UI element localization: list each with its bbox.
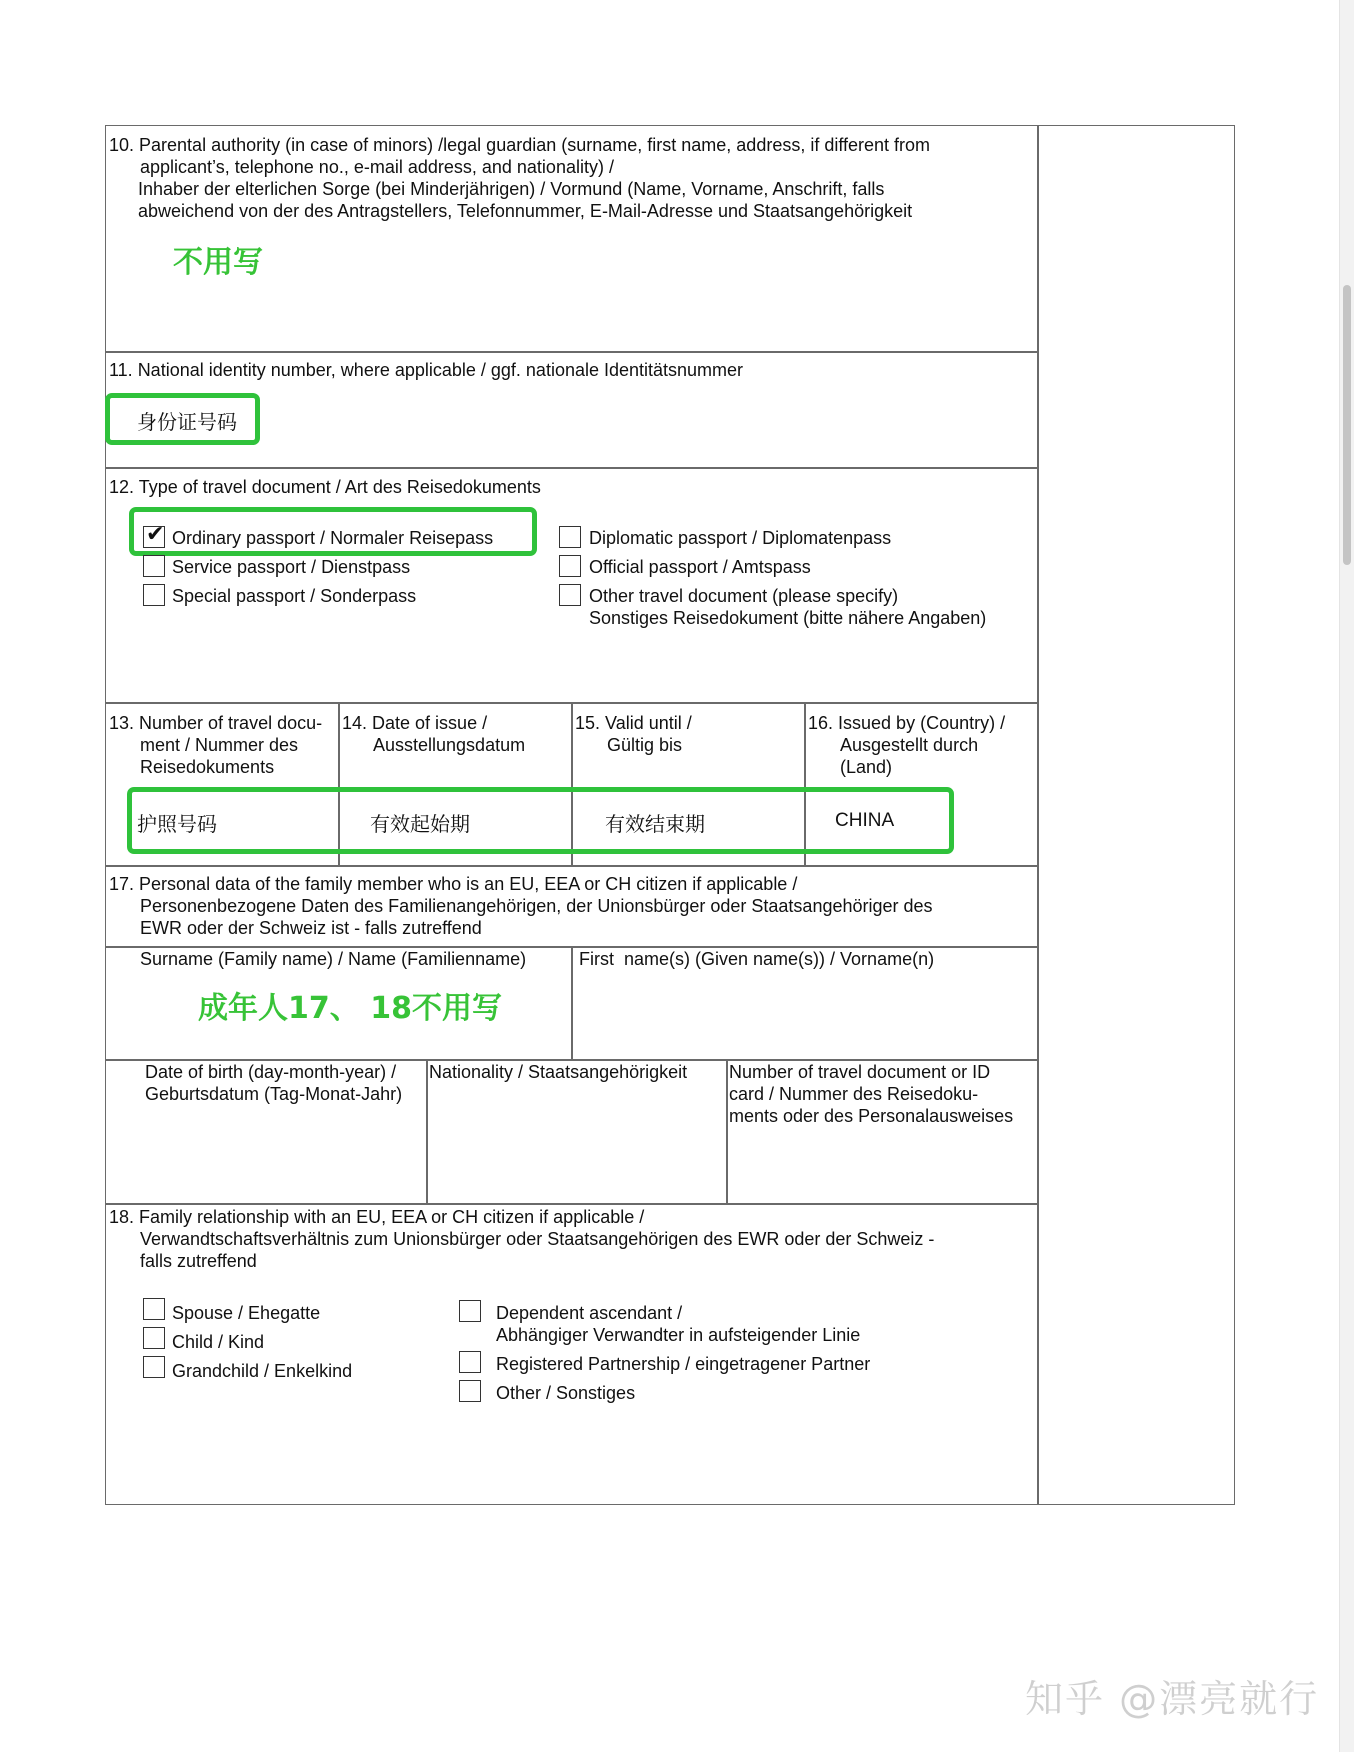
col-divider-nat-num [726, 1059, 728, 1203]
s12-label: 12. Type of travel document / Art des Reisedokuments [109, 477, 541, 497]
s17-annotation: 成年人17、 18不用写 [198, 991, 502, 1026]
s14-value[interactable]: 有效起始期 [370, 812, 470, 836]
scrollbar-thumb[interactable] [1343, 285, 1351, 565]
s10-label-line1: 10. Parental authority (in case of minors) /legal guardian (surname, first name, address, if different from [109, 135, 931, 155]
s17-dob-label-2: Geburtsdatum (Tag-Monat-Jahr) [145, 1084, 403, 1104]
s18-label-1: 18. Family relationship with an EU, EEA or CH citizen if applicable / [109, 1207, 645, 1227]
s11-label: 11. National identity number, where applicable / ggf. nationale Identitätsnummer [109, 360, 744, 380]
checkmark-icon: ✔ [146, 522, 165, 547]
s18-label-3: falls zutreffend [140, 1251, 257, 1271]
s17-docnum-label-2: card / Nummer des Reisedoku- [729, 1084, 979, 1104]
s16-label-3: (Land) [840, 757, 893, 777]
s17-docnum-label-3: ments oder des Personalausweises [729, 1106, 1014, 1126]
s13-value[interactable]: 护照号码 [137, 812, 217, 836]
child-checkbox[interactable] [143, 1327, 165, 1349]
s17-label-1: 17. Personal data of the family member who is an EU, EEA or CH citizen if applicable / [109, 874, 798, 894]
service-passport-label: Service passport / Dienstpass [172, 557, 411, 577]
row-divider-18 [105, 1203, 1038, 1205]
s16-label-1: 16. Issued by (Country) / [808, 713, 1006, 733]
row-divider-12 [105, 467, 1038, 469]
s15-label-2: Gültig bis [607, 735, 683, 755]
s13-16-highlight-box [127, 787, 954, 854]
s10-label-line3: Inhaber der elterlichen Sorge (bei Minderjährigen) / Vormund (Name, Vorname, Anschrift, falls [138, 179, 885, 199]
child-label: Child / Kind [172, 1332, 265, 1352]
s14-label-2: Ausstellungsdatum [373, 735, 526, 755]
other-relationship-label: Other / Sonstiges [496, 1383, 636, 1403]
grandchild-label: Grandchild / Enkelkind [172, 1361, 353, 1381]
s15-value[interactable]: 有效结束期 [605, 812, 705, 836]
s16-label-2: Ausgestellt durch [840, 735, 979, 755]
other-document-label-2: Sonstiges Reisedokument (bitte nähere Angaben) [589, 608, 987, 628]
s17-docnum-label-1: Number of travel document or ID [729, 1062, 991, 1082]
s10-annotation: 不用写 [173, 245, 263, 280]
s17-dob-label-1: Date of birth (day-month-year) / [145, 1062, 397, 1082]
s13-label-1: 13. Number of travel docu- [109, 713, 323, 733]
s17-first-name-label: First name(s) (Given name(s)) / Vorname(n) [579, 949, 935, 969]
s13-label-3: Reisedokuments [140, 757, 275, 777]
other-relationship-checkbox[interactable] [459, 1380, 481, 1402]
diplomatic-passport-label: Diplomatic passport / Diplomatenpass [589, 528, 892, 548]
watermark: 知乎 @漂亮就行 [1025, 1677, 1320, 1721]
registered-partnership-checkbox[interactable] [459, 1351, 481, 1373]
other-document-label-1: Other travel document (please specify) [589, 586, 899, 606]
grandchild-checkbox[interactable] [143, 1356, 165, 1378]
official-passport-checkbox[interactable] [559, 555, 581, 577]
s10-label-line2: applicant’s, telephone no., e-mail address, and nationality) / [140, 157, 614, 177]
spouse-checkbox[interactable] [143, 1298, 165, 1320]
ordinary-passport-checkbox[interactable] [143, 522, 165, 548]
s17-label-2: Personenbezogene Daten des Familienangehörigen, der Unionsbürger oder Staatsangehöriger des [140, 896, 933, 916]
diplomatic-passport-checkbox[interactable] [559, 526, 581, 548]
s17-surname-label: Surname (Family name) / Name (Familienname) [140, 949, 527, 969]
col-divider-dob-nat [426, 1059, 428, 1203]
s13-label-2: ment / Nummer des [140, 735, 299, 755]
scrollbar-track[interactable] [1339, 0, 1354, 1752]
special-passport-label: Special passport / Sonderpass [172, 586, 417, 606]
s11-value[interactable]: 身份证号码 [137, 410, 237, 434]
s17-label-3: EWR oder der Schweiz ist - falls zutreffend [140, 918, 482, 938]
spouse-label: Spouse / Ehegatte [172, 1303, 321, 1323]
dependent-ascendant-label-1: Dependent ascendant / [496, 1303, 683, 1323]
right-column-divider [1037, 125, 1039, 1505]
other-document-checkbox[interactable] [559, 584, 581, 606]
s15-label-1: 15. Valid until / [575, 713, 692, 733]
s18-label-2: Verwandtschaftsverhältnis zum Unionsbürger oder Staatsangehörigen des EWR oder der Schweiz - [140, 1229, 935, 1249]
service-passport-checkbox[interactable] [143, 555, 165, 577]
registered-partnership-label: Registered Partnership / eingetragener Partner [496, 1354, 871, 1374]
dependent-ascendant-label-2: Abhängiger Verwandter in aufsteigender Linie [496, 1325, 861, 1345]
special-passport-checkbox[interactable] [143, 584, 165, 606]
row-divider-17 [105, 865, 1038, 867]
ordinary-passport-label: Ordinary passport / Normaler Reisepass [172, 528, 494, 548]
official-passport-label: Official passport / Amtspass [589, 557, 811, 577]
col-divider-surname-first [571, 946, 573, 1059]
s14-label-1: 14. Date of issue / [342, 713, 488, 733]
s10-label-line4: abweichend von der des Antragstellers, Telefonnummer, E-Mail-Adresse und Staatsangehörigkeit [138, 201, 913, 221]
dependent-ascendant-checkbox[interactable] [459, 1300, 481, 1322]
row-divider-11 [105, 351, 1038, 353]
s17-nationality-label: Nationality / Staatsangehörigkeit [429, 1062, 688, 1082]
s16-value[interactable]: CHINA [835, 810, 895, 831]
